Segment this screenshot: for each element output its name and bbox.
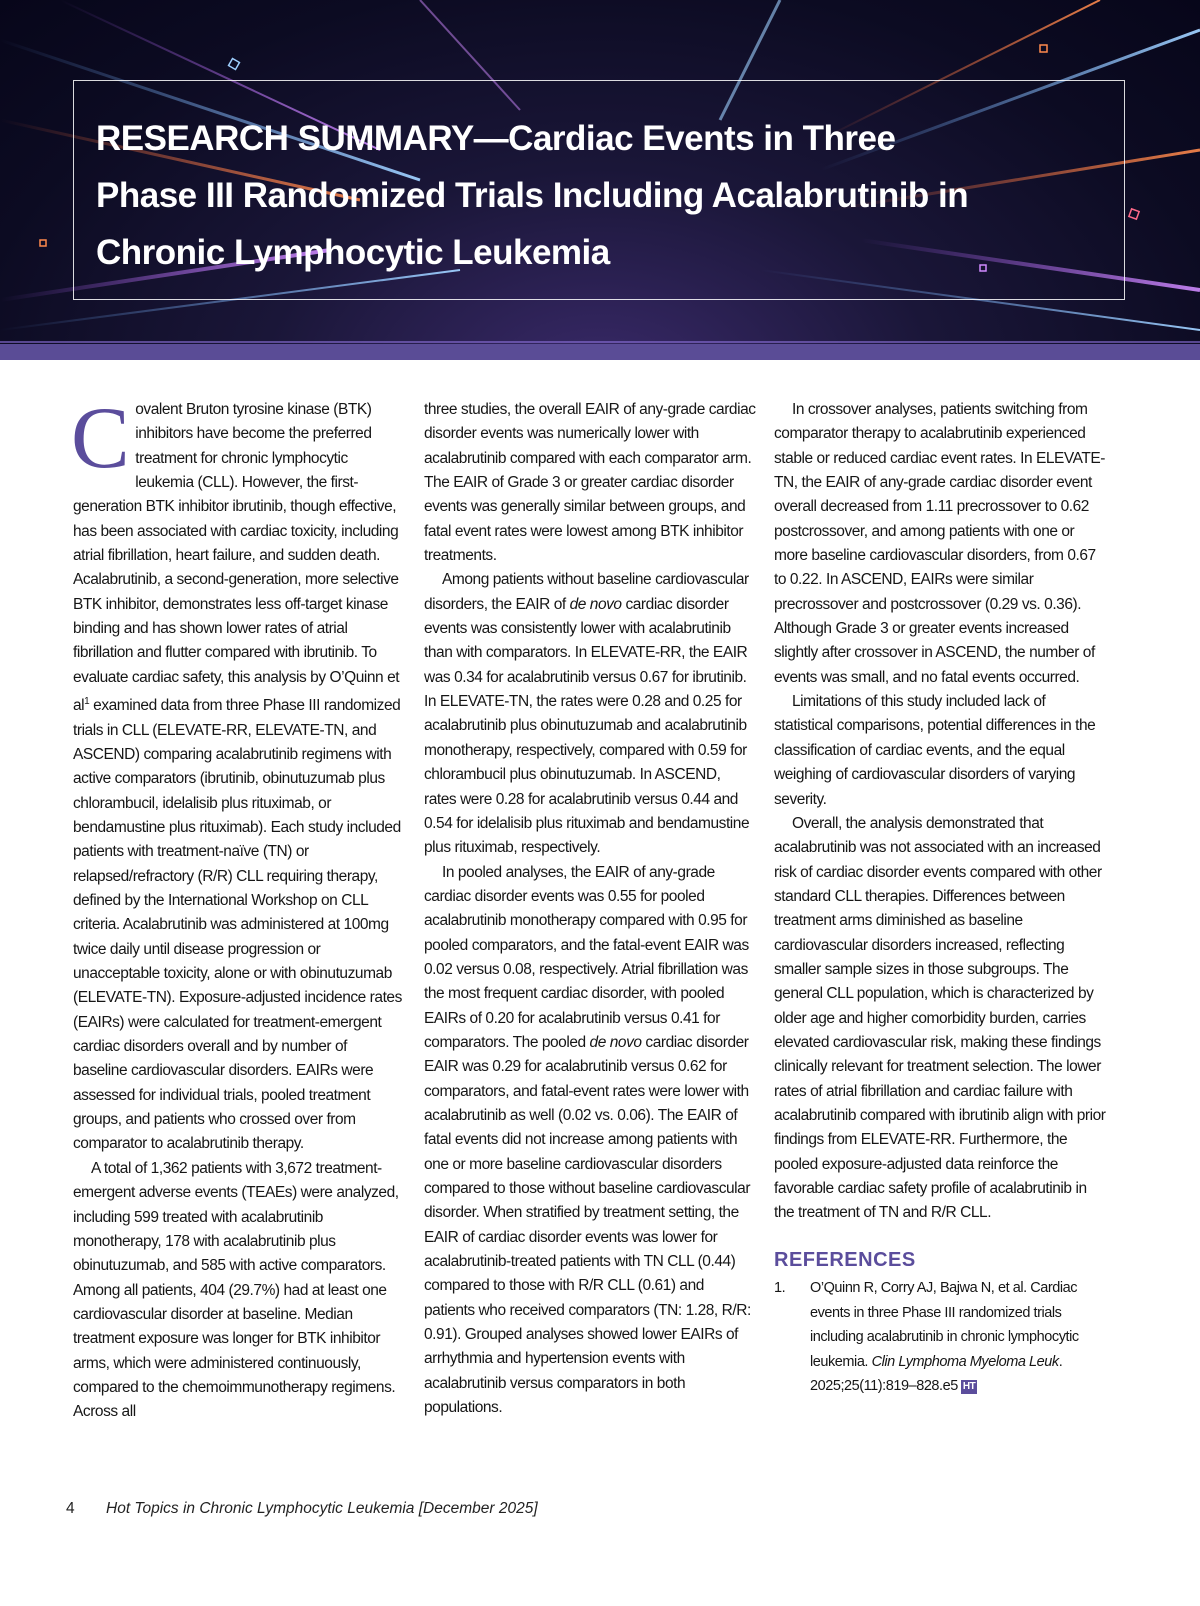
drop-cap: C — [71, 390, 130, 487]
paragraph-emphasis: de novo — [589, 1033, 642, 1051]
paragraph-text: Among patients without baseline cardiovascular disorders, the EAIR of — [424, 571, 749, 613]
paragraph-emphasis: de novo — [569, 595, 622, 613]
paragraph: Limitations of this study included lack of statistical comparisons, potential differences in the classification of cardiac events, and the equal weighing of cardiovascular disorders of varying severity. — [774, 693, 1096, 808]
intro-paragraph — [71, 390, 405, 1157]
publication-name: Hot Topics in Chronic Lymphocytic Leukemia [December 2025] — [106, 1500, 538, 1517]
column-2 — [424, 398, 756, 1420]
paragraph-text: In pooled analyses, the EAIR of any-grade cardiac disorder events was 0.55 for pooled acalabrutinib monotherapy compared with 0.95 for pooled comparators, and the fatal-event EAIR was 0.02 versus 0.08, respectively. Atrial fibrillation was the most frequent cardiac disorder, with pooled EAIRs of 0.20 for acalabrutinib versus 0.41 for comparators. The pooled — [424, 863, 749, 1051]
paragraph — [424, 861, 756, 1421]
reference-citation: . 2025;25(11):819–828.e5 — [810, 1353, 1063, 1395]
reference-journal: Clin Lymphoma Myeloma Leuk — [871, 1353, 1059, 1370]
reference-item — [774, 1276, 1106, 1399]
title-label: RESEARCH SUMMARY— — [96, 119, 509, 158]
header-banner — [0, 0, 1200, 352]
intro-text: ovalent Bruton tyrosine kinase (BTK) inhibitors have become the preferred treatment for chronic lymphocytic leukemia (CLL). However, the first-generation BTK inhibitor ibrutinib, though effective, has been associated with cardiac toxicity, including atrial fibrillation, heart failure, and sudden death. Acalabrutinib, a second-generation, more selective BTK inhibitor, demonstrates less off-target kinase binding and has shown lower rates of atrial fibrillation and flutter compared with ibrutinib. To evaluate cardiac safety, this analysis by O’Quinn et al — [73, 401, 400, 715]
reference-number: 1. — [774, 1280, 786, 1297]
page-footer — [66, 1500, 538, 1518]
paragraph: In crossover analyses, patients switching from comparator therapy to acalabrutinib experienced stable or reduced cardiac event rates. In ELEVATE-TN, the EAIR of any-grade cardiac disorder event overall decreased from 1.11 precrossover to 0.62 postcrossover, and among patients with one or more baseline cardiovascular disorders, from 0.67 to 0.22. In ASCEND, EAIRs were similar precrossover and postcrossover (0.29 vs. 0.36). Although Grade 3 or greater events increased slightly after crossover in ASCEND, the number of events was small, and no fatal events occurred. — [774, 401, 1106, 686]
citation-superscript: 1 — [84, 696, 90, 708]
banner-stripe — [0, 344, 1200, 360]
paragraph: three studies, the overall EAIR of any-grade cardiac disorder events was numerically lower with acalabrutinib compared with each comparator arm. The EAIR of Grade 3 or greater cardiac disorder events was generally similar between groups, and fatal event rates were lowest among BTK inhibitor treatments. — [424, 401, 756, 565]
ht-badge-icon: HT — [962, 1381, 976, 1393]
paragraph: Overall, the analysis demonstrated that acalabrutinib was not associated with an increased risk of cardiac disorder events compared with other standard CLL therapies. Differences between treatment arms diminished as baseline cardiovascular disorders increased, reflecting smaller sample sizes in those subgroups. The general CLL population, which is characterized by older age and higher comorbidity burden, carries elevated cardiovascular risk, making these findings clinically relevant for treatment selection. The lower rates of atrial fibrillation and cardiac failure with acalabrutinib compared with ibrutinib align with prior findings from ELEVATE-RR. Furthermore, the pooled exposure-adjusted data reinforce the favorable cardiac safety profile of acalabrutinib in the treatment of TN and R/R CLL. — [774, 814, 1106, 1222]
title-text: Cardiac Events in Three Phase III Randomized Trials Including Acalabrutinib in Chronic Lymphocytic Leukemia — [96, 119, 969, 272]
column-3 — [774, 398, 1106, 1399]
reference-authors-title: O’Quinn R, Corry AJ, Bajwa N, et al. Cardiac events in three Phase III randomized trials including acalabrutinib in chronic lymphocytic leukemia. — [810, 1280, 1079, 1370]
paragraph — [424, 568, 756, 860]
page-number: 4 — [66, 1500, 75, 1517]
paragraph-text: cardiac disorder EAIR was 0.29 for acalabrutinib versus 0.62 for comparators, and fatal-event rates were lower with acalabrutinib as well (0.02 vs. 0.06). The EAIR of fatal events did not increase among patients with one or more baseline cardiovascular disorders compared to those without baseline cardiovascular disorder. When stratified by treatment setting, the EAIR of cardiac disorder events was lower for acalabrutinib-treated patients with TN CLL (0.44) compared to those with R/R CLL (0.61) and patients who received comparators (TN: 1.28, R/R: 0.91). Grouped analyses showed lower EAIRs of arrhythmia and hypertension events with acalabrutinib versus comparators in both populations. — [424, 1033, 751, 1417]
reference-text — [810, 1276, 1106, 1399]
intro-text-end: examined data from three Phase III randomized trials in CLL (ELEVATE-RR, ELEVATE-TN, and ASCEND) comparing acalabrutinib regimens with active comparators (ibrutinib, obinutuzumab plus chlorambucil, idelalisib plus rituximab, or bendamustine plus rituximab). Each study included patients with treatment-naïve (TN) or relapsed/refractory (R/R) CLL requiring therapy, defined by the International Workshop on CLL criteria. Acalabrutinib was administered at 100mg twice daily until disease progression or unacceptable toxicity, alone or with obinutuzumab (ELEVATE-TN). Exposure-adjusted incidence rates (EAIRs) were calculated for treatment-emergent cardiac disorders overall and by number of baseline cardiovascular disorders. EAIRs were assessed for individual trials, pooled treatment groups, and patients who crossed over from comparator to acalabrutinib therapy. — [73, 697, 402, 1153]
page-title — [96, 110, 996, 281]
column-1 — [71, 390, 405, 1425]
paragraph: A total of 1,362 patients with 3,672 treatment-emergent adverse events (TEAEs) were analyzed, including 599 treated with acalabrutinib monotherapy, 178 with acalabrutinib plus obinutuzumab, and 585 with active comparators. Among all patients, 404 (29.7%) had at least one cardiovascular disorder at baseline. Median treatment exposure was longer for BTK inhibitor arms, which were administered continuously, compared to the chemoimmunotherapy regimens. Across all — [73, 1159, 399, 1421]
references-heading: REFERENCES — [774, 1248, 916, 1271]
paragraph-text: cardiac disorder events was consistently lower with acalabrutinib than with comparators. In ELEVATE-RR, the EAIR was 0.34 for acalabrutinib versus 0.67 for ibrutinib. In ELEVATE-TN, the rates were 0.28 and 0.25 for acalabrutinib plus obinutuzumab and acalabrutinib monotherapy, respectively, compared with 0.59 for chlorambucil plus obinutuzumab. In ASCEND, rates were 0.28 for acalabrutinib versus 0.44 and 0.54 for idelalisib plus rituximab and bendamustine plus rituximab, respectively. — [424, 595, 750, 857]
